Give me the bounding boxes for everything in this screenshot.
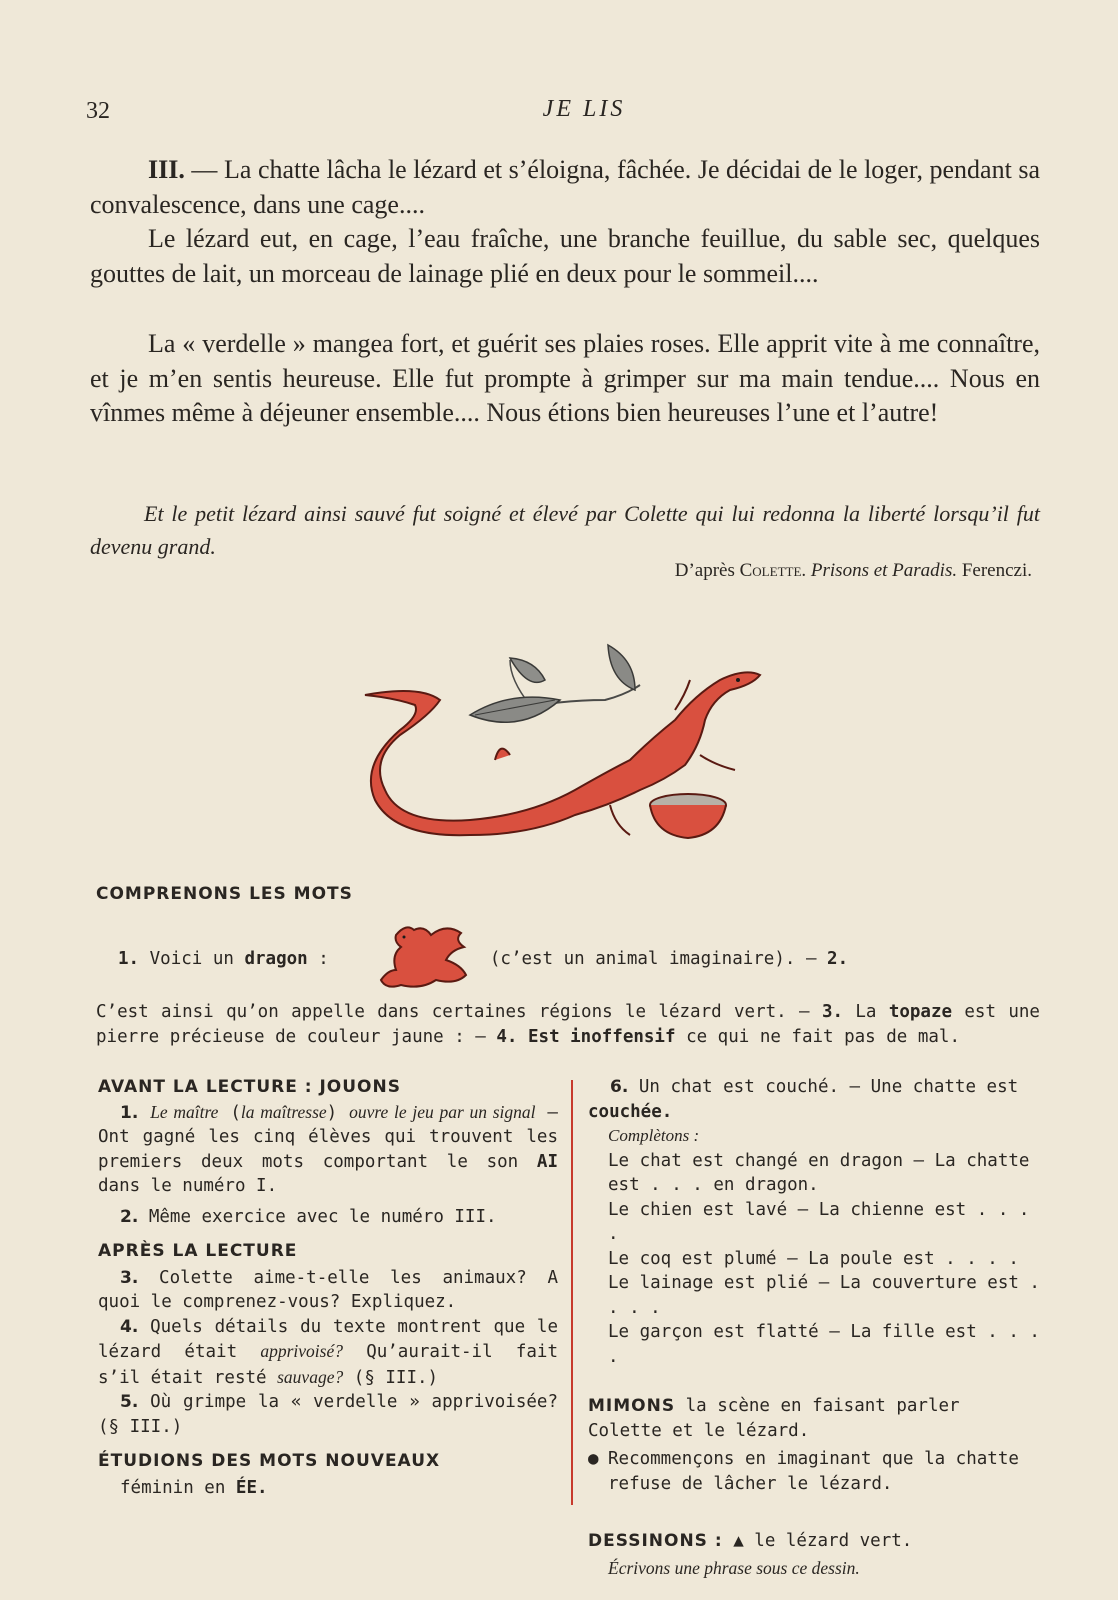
vocabulary-line-2 <box>96 1000 1040 1050</box>
exercise-3-number: 3. <box>120 1267 139 1288</box>
exercise-2 <box>98 1205 558 1230</box>
triangle-icon: ▲ <box>733 1531 744 1551</box>
paragraph-1-text: — La chatte lâcha le lézard et s’éloigna, fâchée. Je décidai de le loger, pendant sa convalescence, dans une cage.... <box>90 155 1041 219</box>
dessinons-line <box>588 1529 1042 1554</box>
leaf-branch-icon <box>470 645 640 722</box>
apres-heading: APRÈS LA LECTURE <box>98 1241 298 1261</box>
dragon-icon <box>376 915 476 995</box>
exercise-4-italic-b: sauvage? <box>277 1366 344 1387</box>
exercise-4-text-a: Quels détails du texte montrent que le lézard était <box>98 1316 558 1362</box>
bullet-icon: ● <box>588 1449 599 1469</box>
exercise-6 <box>588 1075 1042 1124</box>
etudions-heading: ÉTUDIONS DES MOTS NOUVEAUX <box>98 1451 441 1471</box>
exercise-4-number: 4. <box>120 1316 139 1337</box>
item-2-number: 2. <box>827 949 849 969</box>
item-3-pre: La <box>855 1002 877 1022</box>
source-work: Prisons et Paradis. <box>810 560 958 581</box>
recommencons-text: Recommençons en imaginant que la chatte refuse de lâcher le lézard. <box>608 1449 1019 1494</box>
item-1-number: 1. <box>118 949 140 969</box>
exercise-3 <box>98 1266 558 1315</box>
exercise-2-number: 2. <box>120 1206 139 1227</box>
lizard-illustration <box>360 640 790 870</box>
dessinons-text: le lézard vert. <box>754 1531 913 1551</box>
exercise-6-text-a: Un chat est couché. — Une chatte est <box>638 1077 1019 1097</box>
comprenons-heading: COMPRENONS LES MOTS <box>96 884 353 904</box>
source-citation <box>500 560 1032 582</box>
item-1-post: (c’est un animal imaginaire). — <box>489 949 817 969</box>
completion-line-2: Le chien est lavé — La chienne est . . . . <box>608 1199 1030 1244</box>
source-publisher: Ferenczi. <box>961 560 1032 581</box>
exercise-1-italic-c: ouvre le jeu par un signal <box>349 1101 536 1122</box>
mimons-text: la scène en faisant parler Colette et le lézard. <box>588 1396 960 1441</box>
completons-label: Complètons : <box>608 1126 700 1145</box>
left-column <box>98 1075 558 1500</box>
mimons-line <box>588 1394 1042 1443</box>
exercise-4-text-b: Qu’aurait-il fait s’il était resté <box>98 1342 558 1388</box>
running-title-text: JE LIS <box>542 96 626 122</box>
exercise-1-end: dans le numéro I. <box>98 1176 278 1196</box>
right-column <box>588 1075 1042 1580</box>
reading-paragraph-2 <box>90 222 1040 291</box>
etudions-text: féminin en <box>120 1477 226 1498</box>
column-divider <box>571 1080 573 1505</box>
source-prefix: D’après <box>674 560 735 581</box>
paragraph-2-text: Le lézard eut, en cage, l’eau fraîche, une branche feuillue, du sable sec, quelques gouttes de lait, un morceau de lainage plié en deux pour le sommeil.... <box>90 224 1040 288</box>
dessinons-word: DESSINONS : <box>588 1531 723 1551</box>
completion-line-1: Le chat est changé en dragon — La chatte est . . . en dragon. <box>608 1150 1030 1195</box>
exercise-1-italic-a: Le maître <box>150 1101 219 1122</box>
exercise-4 <box>98 1315 558 1391</box>
exercise-6-number: 6. <box>610 1077 629 1097</box>
source-author: Colette. <box>739 560 807 581</box>
conclusion-text: Et le petit lézard ainsi sauvé fut soigné et élevé par Colette qui lui redonna la liberté lorsqu’il fut devenu grand. <box>90 501 1040 559</box>
paragraph-3-text: La « verdelle » mangea fort, et guérit ses plaies roses. Elle apprit vite à me connaître, et je m’en sentis heureuse. Elle fut prompte à grimper sur ma main tendue.... Nous en vînmes même à déjeuner ensemble.... Nous étions bien heureuses l’une et l’autre! <box>90 329 1040 427</box>
exercise-5 <box>98 1390 558 1439</box>
reading-paragraph-3 <box>90 327 1040 431</box>
exercise-2-text: Même exercice avec le numéro III. <box>148 1206 497 1227</box>
section-mark: III. <box>148 155 185 184</box>
exercise-1-paren-open: ( <box>230 1102 241 1123</box>
ecrivons-line: Écrivons une phrase sous ce dessin. <box>608 1557 860 1578</box>
vocabulary-line-1 <box>96 947 1040 972</box>
exercise-1-text: — Ont gagné les cinq élèves qui trouvent les premiers deux mots comportant le son <box>98 1102 558 1172</box>
page-number: 32 <box>86 98 110 124</box>
completion-line-3: Le coq est plumé — La poule est . . . . <box>608 1248 1019 1269</box>
exercise-1-italic-b: la maîtresse <box>240 1101 327 1122</box>
completion-line-4: Le lainage est plié — La couverture est . . . . <box>608 1273 1040 1318</box>
exercise-1-paren-close: ) <box>326 1102 338 1123</box>
item-2-text: C’est ainsi qu’on appelle dans certaines régions le lézard vert. — <box>96 1002 810 1022</box>
exercise-1 <box>98 1100 558 1199</box>
exercise-3-text: Colette aime-t-elle les animaux? A quoi le comprenez-vous? Expliquez. <box>98 1267 558 1312</box>
item-1-colon: : <box>318 949 329 969</box>
exercise-6-text-b: couchée. <box>588 1101 673 1122</box>
exercise-1-number: 1. <box>120 1102 139 1123</box>
completion-line-5: Le garçon est flatté — La fille est . . . . <box>608 1322 1040 1367</box>
item-4-number: 4. <box>496 1027 518 1047</box>
etudions-line <box>98 1476 558 1501</box>
item-1-pre: Voici un <box>149 949 234 969</box>
sound-ai: AI <box>536 1151 558 1172</box>
exercise-5-text: Où grimpe la « verdelle » apprivoisée? (§ III.) <box>98 1392 558 1437</box>
reading-paragraph-1 <box>90 153 1040 222</box>
item-4-post: ce qui ne fait pas de mal. <box>686 1027 960 1047</box>
dragon-word: dragon <box>244 949 308 969</box>
mimons-word: MIMONS <box>588 1396 676 1416</box>
recommencons-line <box>588 1447 1042 1496</box>
item-3-number: 3. <box>821 1002 844 1022</box>
etudions-suffix: ÉE. <box>235 1477 268 1498</box>
running-title <box>0 96 1118 123</box>
water-bowl-icon <box>650 794 726 838</box>
item-3-post: est une pierre précieuse de couleur jaune : — <box>96 1002 1040 1047</box>
inoffensif-word: Est inoffensif <box>528 1027 676 1047</box>
topaze-word: topaze <box>888 1002 953 1022</box>
exercise-5-number: 5. <box>120 1392 139 1412</box>
exercise-4-ref: (§ III.) <box>353 1367 439 1388</box>
avant-heading: AVANT LA LECTURE : JOUONS <box>98 1077 401 1097</box>
exercise-4-italic-a: apprivoisé? <box>260 1341 343 1361</box>
